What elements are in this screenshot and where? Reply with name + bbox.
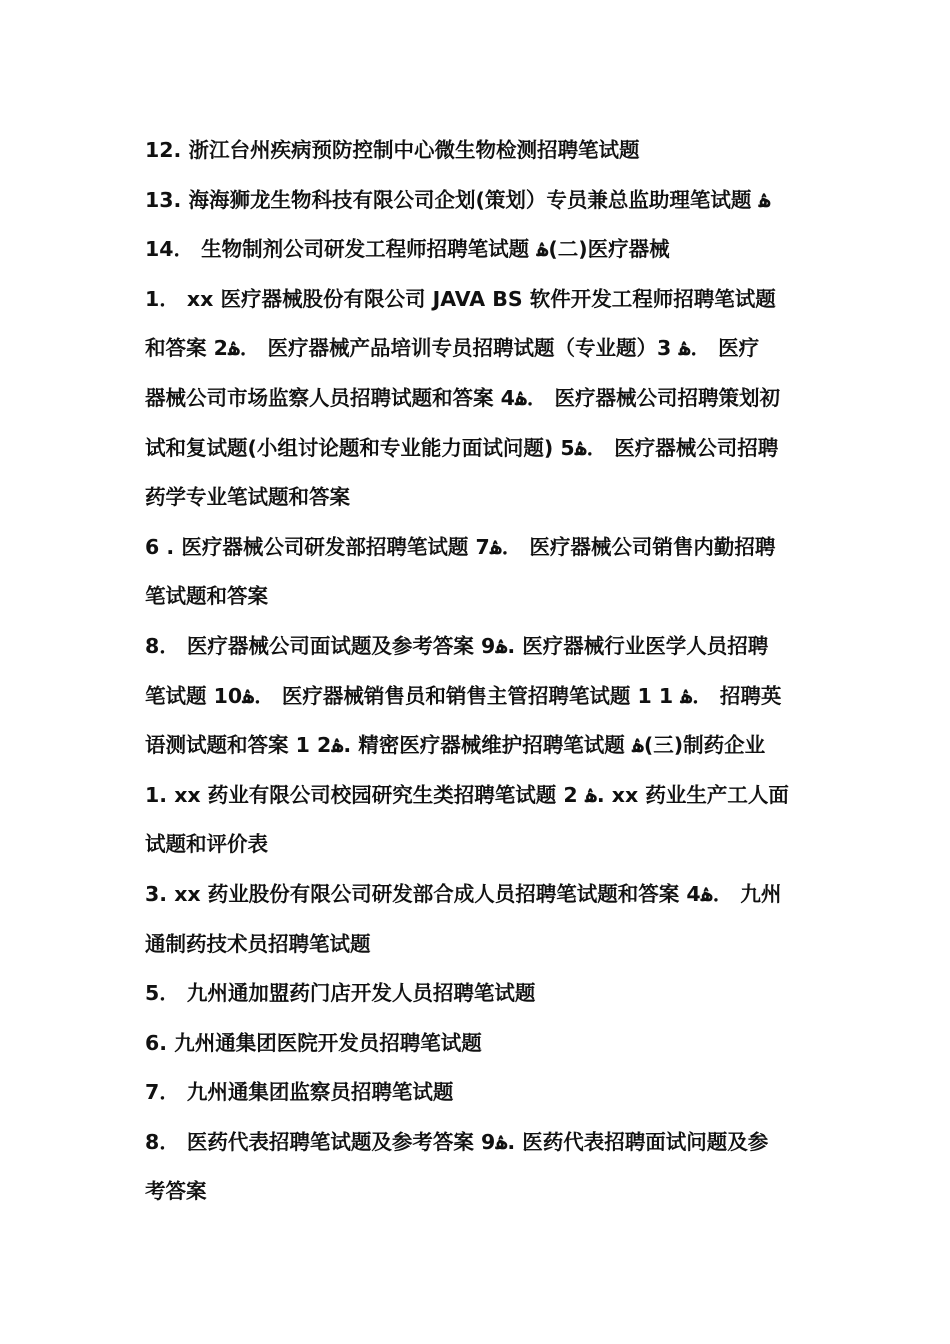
line-11: 8． 医疗器械公司面试题及参考答案 9ۿ. 医疗器械行业医学人员招聘	[145, 633, 769, 658]
line-19: 6. 九州通集团医院开发员招聘笔试题	[145, 1030, 482, 1055]
line-13: 语测试题和答案 1 2ۿ. 精密医疗器械维护招聘笔试题 ۿ(三)制药企业	[145, 733, 766, 758]
line-17: 通制药技术员招聘笔试题	[145, 931, 371, 956]
line-7: 试和复试题(小组讨论题和专业能力面试问题) 5ۿ． 医疗器械公司招聘	[145, 435, 779, 460]
line-12: 笔试题 10ۿ． 医疗器械销售员和销售主管招聘笔试题 1 1 ۿ． 招聘英	[145, 683, 782, 708]
line-6: 器械公司市场监察人员招聘试题和答案 4ۿ． 医疗器械公司招聘策划初	[145, 385, 781, 410]
line-2: 13. 海海狮龙生物科技有限公司企划(策划）专员兼总监助理笔试题 ۿ	[145, 187, 771, 212]
document-body	[145, 126, 813, 1217]
line-22: 考答案	[145, 1179, 207, 1204]
line-18: 5． 九州通加盟药门店开发人员招聘笔试题	[145, 981, 536, 1006]
line-21: 8． 医药代表招聘笔试题及参考答案 9ۿ. 医药代表招聘面试问题及参	[145, 1129, 769, 1154]
line-5: 和答案 2ۿ． 医疗器械产品培训专员招聘试题（专业题）3 ۿ． 医疗	[145, 336, 760, 361]
line-15: 试题和评价表	[145, 832, 268, 857]
line-3: 14． 生物制剂公司研发工程师招聘笔试题 ۿ(二)医疗器械	[145, 237, 670, 262]
line-14: 1. xx 药业有限公司校园研究生类招聘笔试题 2 ۿ. xx 药业生产工人面	[145, 782, 789, 807]
line-8: 药学专业笔试题和答案	[145, 485, 350, 510]
line-16: 3. xx 药业股份有限公司研发部合成人员招聘笔试题和答案 4ۿ． 九州	[145, 881, 782, 906]
line-9: 6 . 医疗器械公司研发部招聘笔试题 7ۿ． 医疗器械公司销售内勤招聘	[145, 534, 776, 559]
line-10: 笔试题和答案	[145, 584, 268, 609]
line-4: 1． xx 医疗器械股份有限公司 JAVA BS 软件开发工程师招聘笔试题	[145, 286, 776, 311]
line-1: 12. 浙江台州疾病预防控制中心微生物检测招聘笔试题	[145, 138, 640, 162]
line-20: 7． 九州通集团监察员招聘笔试题	[145, 1080, 454, 1105]
